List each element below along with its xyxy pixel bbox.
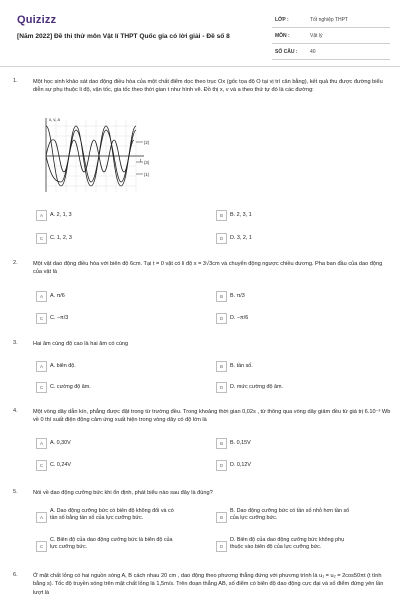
option-a[interactable] [36, 508, 176, 526]
curve-label: (2) [144, 140, 150, 145]
option-d[interactable] [216, 233, 356, 244]
question-number: 4. [13, 408, 18, 414]
option-text: B. π/3 [230, 293, 245, 299]
option-text: B. tần số. [230, 363, 253, 369]
option-c[interactable] [36, 233, 176, 244]
worksheet-meta [272, 12, 390, 60]
meta-value: Vật lý [310, 33, 323, 39]
option-text: A. Dao động cưỡng bức có biên độ không đổi và có tần số bằng tần số của lực cưỡng bức. [50, 508, 174, 522]
option-letter: C [36, 313, 47, 324]
option-text: C. cường độ âm. [50, 384, 91, 390]
time-label: t [140, 158, 142, 163]
option-text: A. 2, 1, 3 [50, 212, 72, 218]
option-b[interactable] [216, 361, 356, 372]
option-letter: A [36, 210, 47, 221]
option-a[interactable] [36, 210, 176, 221]
option-text: B. 0,15V [230, 440, 251, 446]
question-text: Ở mặt chất lỏng có hai nguồn sóng A, B cách nhau 20 cm , dao động theo phương thẳng đứng với phương trình là u₁ = u₂ = 2cos50πt (t tính bằng s). Tốc độ truyền sóng trên mặt chất lỏng là 1,5m/s. Trên đoạn thẳng AB, số điểm có biên độ dao động cực đại và số điểm đứng yên lần lượt là [33, 573, 384, 596]
option-c[interactable] [36, 382, 176, 393]
option-a[interactable] [36, 361, 176, 372]
option-letter: B [216, 210, 227, 221]
meta-value: Tốt nghiệp THPT [310, 17, 348, 23]
option-text: A. biên độ. [50, 363, 76, 369]
option-text: C. 1, 2, 3 [50, 235, 72, 241]
question-text: Một vật dao động điều hòa với biên độ 6cm. Tại t = 0 vật có li độ x = 3√3cm và chuyển động ngược chiều dương. Pha ban đầu của dao động của vật là [33, 261, 383, 276]
option-letter: D [216, 313, 227, 324]
option-letter: D [216, 382, 227, 393]
meta-key: SỐ CÂU : [275, 49, 298, 55]
option-d[interactable] [216, 382, 356, 393]
option-b[interactable] [216, 508, 356, 526]
option-a[interactable] [36, 291, 176, 302]
option-text: C. −π/3 [50, 315, 69, 321]
question-number: 5. [13, 489, 18, 495]
option-d[interactable] [216, 537, 356, 555]
option-d[interactable] [216, 313, 356, 324]
option-letter: B [216, 438, 227, 449]
option-b[interactable] [216, 210, 356, 221]
question-number: 2. [13, 260, 18, 266]
option-text: C. 0,24V [50, 462, 71, 468]
option-c[interactable] [36, 460, 176, 471]
curve-label: (1) [144, 172, 150, 177]
question-number: 3. [13, 340, 18, 346]
option-text: B. Dao động cưỡng bức có tần số nhỏ hơn tần số của lực cưỡng bức. [230, 508, 350, 522]
question-text: Một học sinh khảo sát dao động điều hòa của một chất điểm dọc theo trục Ox (gốc tọa độ O tại vị trí cân bằng), kết quả thu được đường biểu diễn sự phụ thuộc li độ, vận tốc, gia tốc theo thời gian t như hình vẽ. Đồ thị x, v và a theo thứ tự đó là các đường: [33, 79, 383, 94]
option-text: D. 3, 2, 1 [230, 235, 252, 241]
meta-value: 40 [310, 49, 316, 55]
header-divider [0, 66, 400, 67]
question-text: Nói về dao động cưỡng bức khi ổn định, phát biểu nào sau đây là đúng? [33, 490, 213, 496]
quizizz-logo[interactable]: Quizizz [17, 14, 57, 26]
option-letter: B [216, 361, 227, 372]
question-number: 1. [13, 78, 18, 84]
option-b[interactable] [216, 438, 356, 449]
option-letter: C [36, 541, 47, 552]
option-letter: B [216, 291, 227, 302]
option-letter: C [36, 233, 47, 244]
option-b[interactable] [216, 291, 356, 302]
option-letter: C [36, 382, 47, 393]
option-c[interactable] [36, 537, 176, 555]
worksheet-header [0, 0, 400, 62]
question-text: Một vòng dây dẫn kín, phẳng được đặt trong từ trường đều. Trong khoảng thời gian 0,02s , từ thông qua vòng dây giảm đều từ giá trị 6.10⁻³ Wb về 0 thì suất điện động cảm ứng xuất hiện trong vòng dây có độ lớn là [33, 409, 391, 424]
curve-label: (3) [144, 160, 150, 165]
meta-row-class [272, 12, 390, 28]
oscillation-graph [40, 112, 160, 195]
question-number: 6. [13, 572, 18, 578]
option-letter: B [216, 512, 227, 523]
option-letter: A [36, 438, 47, 449]
option-text: D. −π/6 [230, 315, 249, 321]
meta-row-count [272, 44, 390, 60]
option-text: C. Biên độ của dao động cưỡng bức là biên độ của lực cưỡng bức. [50, 537, 173, 551]
option-text: A. π/6 [50, 293, 65, 299]
option-letter: A [36, 361, 47, 372]
option-letter: D [216, 233, 227, 244]
option-text: B. 2, 3, 1 [230, 212, 252, 218]
option-letter: C [36, 460, 47, 471]
option-letter: D [216, 541, 227, 552]
axis-label: x, v, a [49, 117, 60, 122]
option-text: D. mức cường độ âm. [230, 384, 283, 390]
option-letter: A [36, 291, 47, 302]
question-text: Hai âm cùng độ cao là hai âm có cùng [33, 341, 129, 347]
meta-row-subject [272, 28, 390, 44]
worksheet-title: [Năm 2022] Đề thi thử môn Vật lí THPT Quốc gia có lời giải - Đề số 8 [17, 33, 230, 40]
option-d[interactable] [216, 460, 356, 471]
meta-key: MÔN : [275, 33, 290, 39]
option-text: D. Biên độ của dao động cưỡng bức không phụ thuộc vào biên độ của lực cưỡng bức. [230, 537, 345, 551]
option-text: D. 0,12V [230, 462, 251, 468]
meta-key: LỚP : [275, 17, 289, 23]
option-text: A. 0,30V [50, 440, 71, 446]
option-a[interactable] [36, 438, 176, 449]
option-c[interactable] [36, 313, 176, 324]
option-letter: A [36, 512, 47, 523]
option-letter: D [216, 460, 227, 471]
